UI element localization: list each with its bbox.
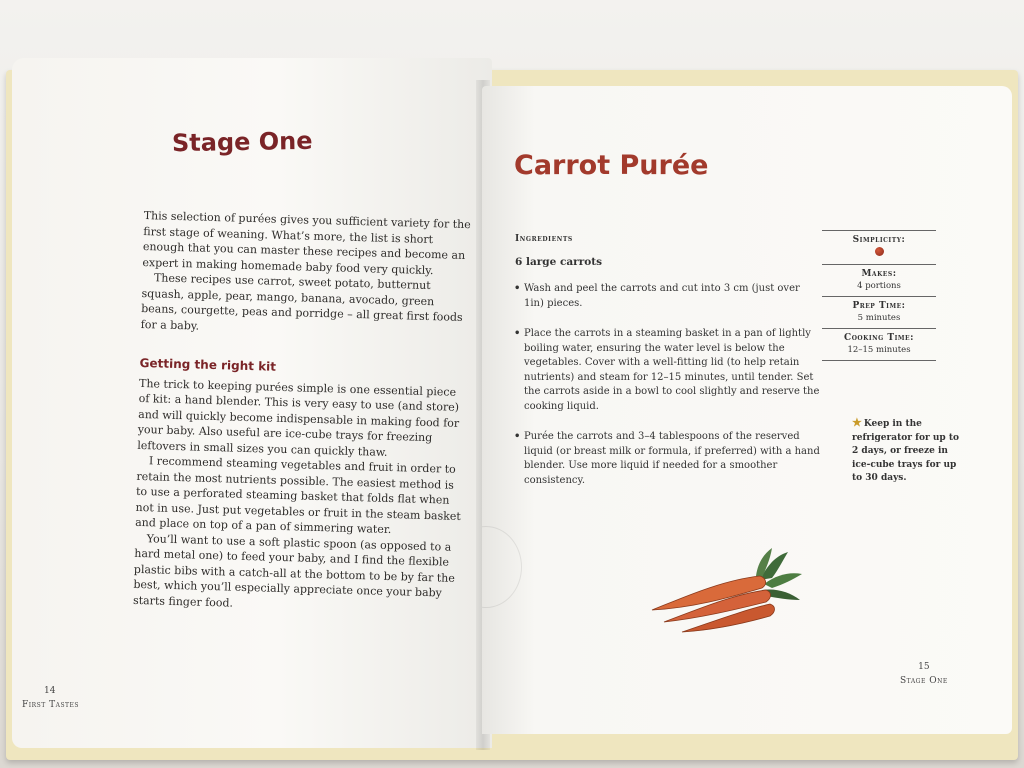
right-folio [900, 660, 948, 688]
running-footer-right: Stage One [900, 676, 948, 686]
storage-tip [852, 416, 962, 486]
recipe-title: Carrot Purée [514, 150, 709, 181]
method-list [516, 282, 822, 504]
running-footer-left: First Tastes [22, 700, 80, 710]
left-page-body [133, 208, 474, 617]
bullet-icon: • [514, 283, 521, 294]
kit-paragraph: The trick to keeping purées simple is one essential piece of kit: a hand blender. This is very easy to use (and store) and will quickly become indispensable in making food for your baby. Also useful are ice-cube trays for freezing leftovers in small sizes you can quickly thaw. [137, 376, 460, 459]
ingredients-label: Ingredients [515, 234, 573, 244]
recipe-info-box [822, 230, 936, 361]
star-icon: ★ [852, 416, 862, 429]
simplicity-label: Simplicity: [852, 235, 906, 245]
makes-label: Makes: [861, 269, 897, 279]
left-page [12, 58, 492, 748]
right-page [482, 86, 1012, 734]
makes-value: 4 portions [857, 281, 901, 291]
method-step-text: Purée the carrots and 3–4 tablespoons of the reserved liquid (or breast milk or formula, if preferred) with a hand blender. Use more liquid if needed for a smoother consistency. [524, 431, 820, 486]
method-step-text: Place the carrots in a steaming basket in a pan of lightly boiling water, ensuring the water level is below the vegetables. Cover with a well-fitting lid (to help retain nutrients) and steam for 12–15 minutes, until tender. Set the carrots aside in a bowl to cool slightly and reserve the cooking liquid. [524, 328, 820, 412]
page-number-right: 15 [918, 662, 930, 672]
makes-row [822, 265, 936, 297]
prep-time-value: 5 minutes [857, 313, 901, 323]
prep-time-label: Prep Time: [852, 301, 906, 311]
carrots-illustration [642, 546, 822, 636]
simplicity-row [822, 231, 936, 265]
kit-paragraph: You’ll want to use a soft plastic spoon (as opposed to a hard metal one) to feed your baby, and I find the flexible plastic bibs with a catch-all at the bottom to be by far the best, which you’ll especially appreciate once your baby starts finger food. [132, 531, 456, 610]
method-step [516, 327, 822, 414]
method-step [516, 282, 822, 311]
cooking-time-row [822, 329, 936, 361]
intro-paragraph: This selection of purées gives you sufficient variety for the first stage of weaning. What’s more, the list is short enough that you can master these recipes and become an expert in making homemade baby food very quickly. [142, 208, 471, 277]
page-title-left: Stage One [171, 126, 313, 158]
kit-paragraph: I recommend steaming vegetables and fruit in order to retain the most nutrients possible. The easiest method is to use a perforated steaming basket that folds flat when not in use. Just put vegetables or fruit in the steam basket and place on top of a pan of simmering water. [135, 454, 461, 537]
tomato-icon [875, 247, 884, 256]
prep-time-row [822, 297, 936, 329]
page-curve [482, 526, 522, 608]
left-folio [22, 684, 79, 712]
page-number-left: 14 [44, 686, 56, 696]
cooking-time-label: Cooking Time: [844, 333, 914, 343]
method-step-text: Wash and peel the carrots and cut into 3 cm (just over 1in) pieces. [524, 283, 800, 309]
tip-text: Keep in the refrigerator for up to 2 days, or freeze in ice-cube trays for up to 30 days. [852, 419, 960, 483]
intro-paragraph: These recipes use carrot, sweet potato, butternut squash, apple, pear, mango, banana, avocado, green beans, courgette, peas and porridge – all great first foods for a baby. [140, 271, 463, 333]
bullet-icon: • [514, 431, 521, 442]
ingredient-item: 6 large carrots [515, 256, 602, 268]
cooking-time-value: 12–15 minutes [847, 345, 911, 355]
section-heading: Getting the right kit [139, 355, 277, 374]
method-step [516, 430, 822, 488]
bullet-icon: • [514, 328, 521, 339]
